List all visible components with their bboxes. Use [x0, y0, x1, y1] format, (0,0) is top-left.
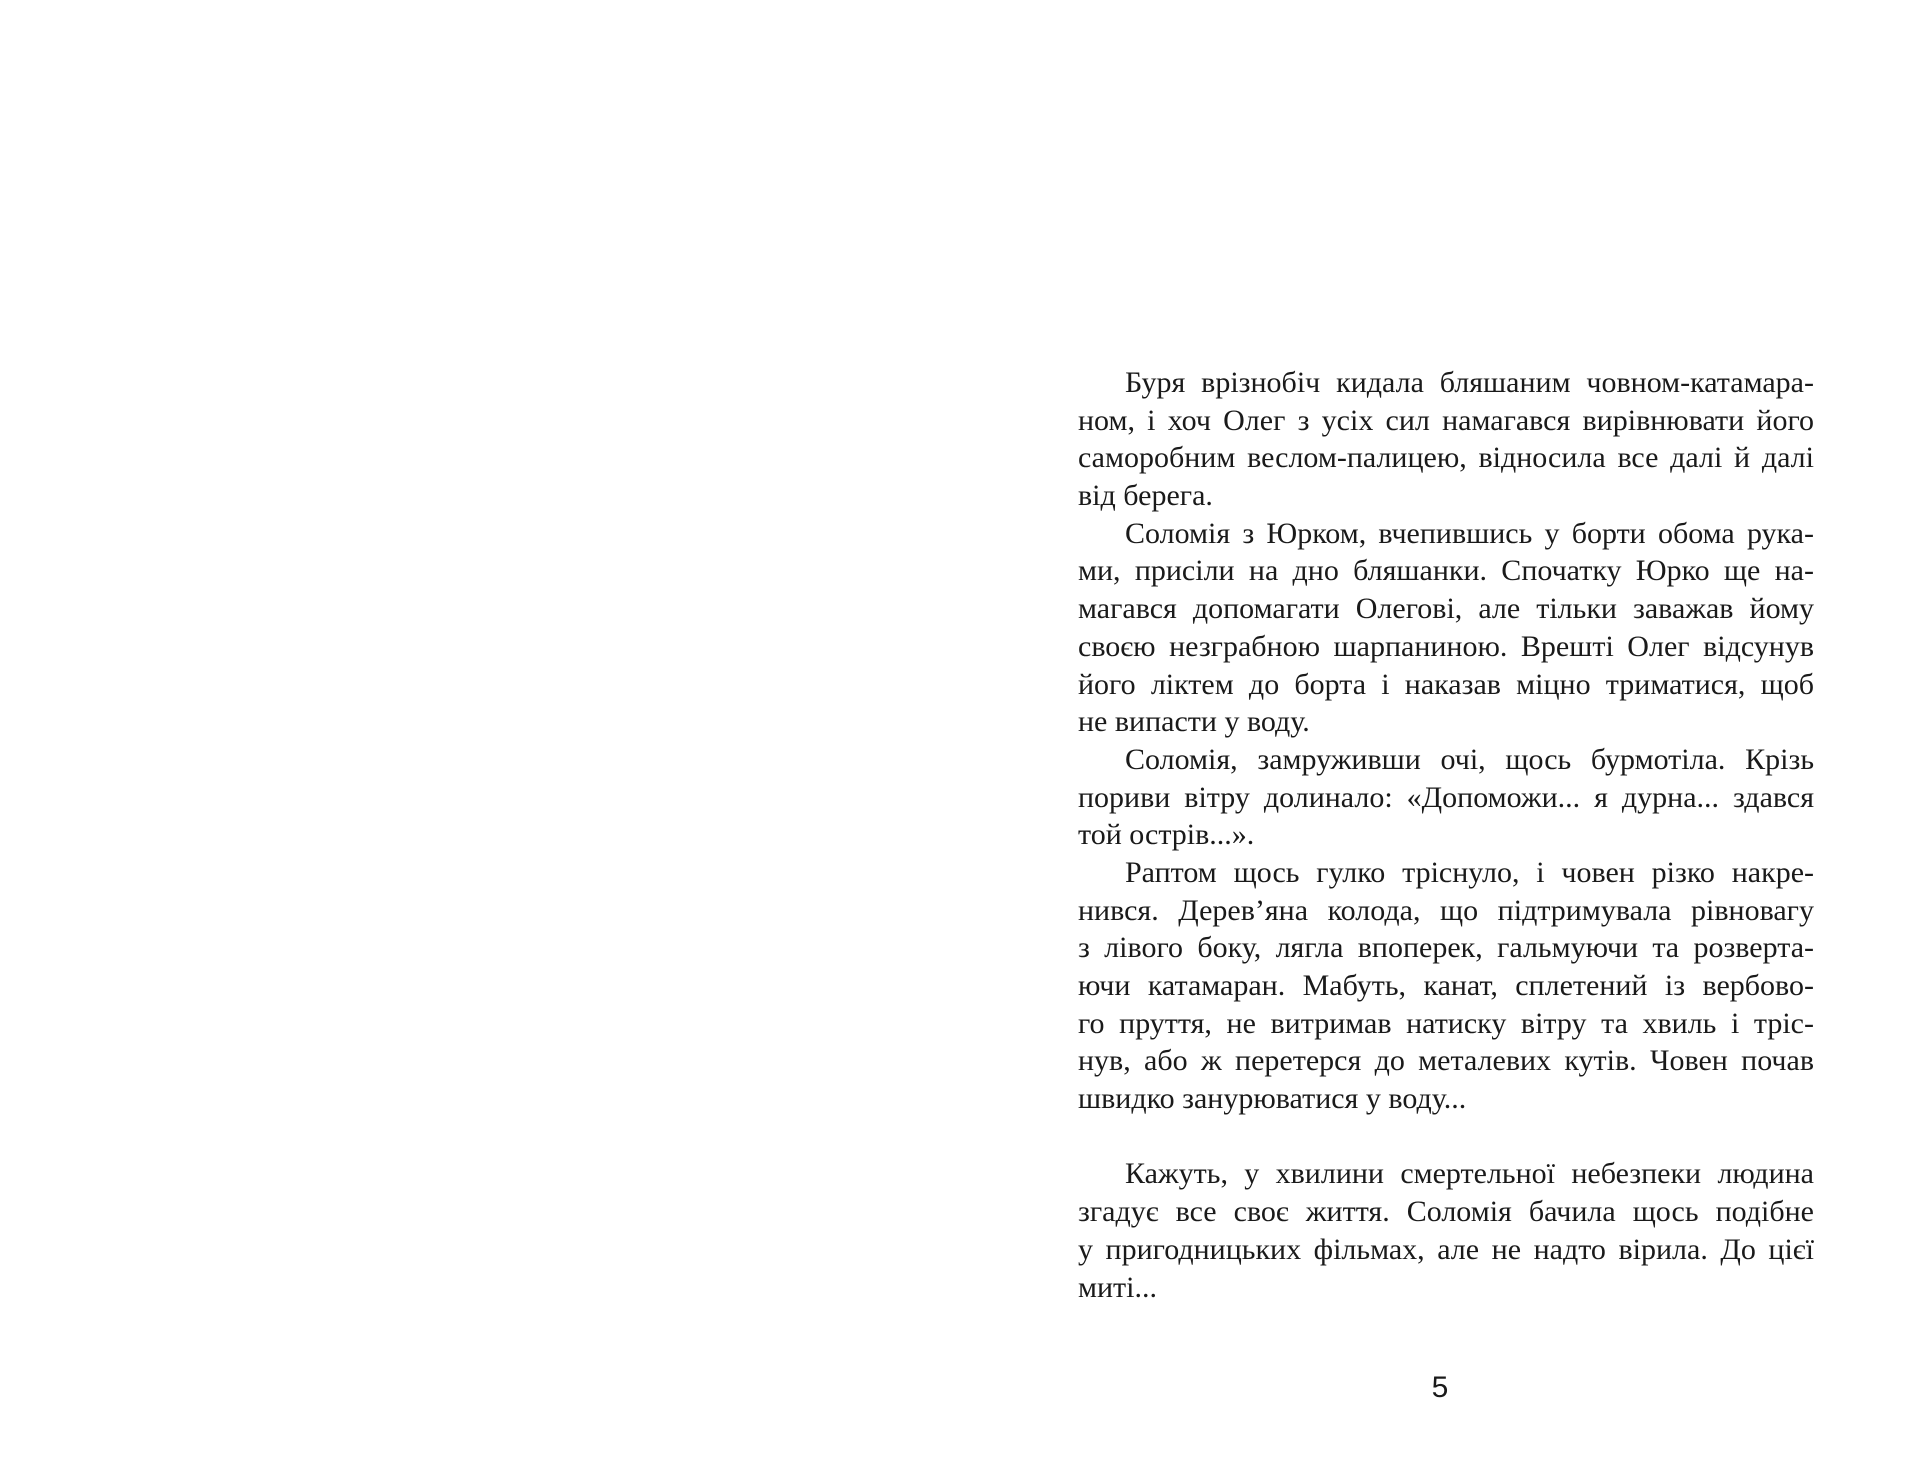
text-line: Буря врізнобіч кидала бляшаним човном-катамара- [1125, 366, 1814, 399]
text-line: швидко занурюватися у воду... [1078, 1082, 1467, 1116]
text-line: з лівого боку, лягла впоперек, гальмуючи та розверта- [1078, 931, 1814, 965]
text-line: згадує все своє життя. Соломія бачила щось подібне [1078, 1195, 1814, 1229]
paragraph [1078, 741, 1814, 854]
text-line: магався допомагати Олегові, але тільки заважав йому [1078, 592, 1814, 626]
text-line: не випасти у воду. [1078, 705, 1310, 739]
text-line: ючи катамаран. Мабуть, канат, сплетений із вербово- [1078, 969, 1814, 1002]
text-line: миті... [1078, 1270, 1157, 1304]
text-line: нув, або ж перетерся до металевих кутів. Човен почав [1078, 1044, 1814, 1078]
section-break [1078, 1118, 1814, 1156]
right-page-text [1078, 364, 1814, 1306]
text-line: його ліктем до борта і наказав міцно триматися, щоб [1078, 667, 1814, 701]
text-line: саморобним веслом-палицею, відносила все далі й далі [1078, 441, 1814, 475]
paragraph [1078, 854, 1814, 1118]
text-line: своєю незграбною шарпаниною. Врешті Олег відсунув [1078, 629, 1814, 663]
text-line: нився. Дерев’яна колода, що підтримувала рівновагу [1078, 893, 1814, 927]
text-line: Раптом щось гулко тріснуло, і човен різко накре- [1125, 855, 1814, 889]
text-line: ми, присіли на дно бляшанки. Спочатку Юрко ще на- [1078, 554, 1814, 588]
page-number: 5 [1431, 1371, 1449, 1404]
paragraph [1078, 364, 1814, 515]
text-line: го пруття, не витримав натиску вітру та хвиль і тріс- [1078, 1006, 1814, 1040]
text-line: у пригодницьких фільмах, але не надто вірила. До цієї [1078, 1232, 1814, 1266]
text-line: той острів...». [1078, 818, 1255, 852]
text-line: Кажуть, у хвилини смертельної небезпеки людина [1125, 1157, 1814, 1191]
text-line: Соломія з Юрком, вчепившись у борти обома рука- [1125, 516, 1814, 550]
text-line: пориви вітру долинало: «Допоможи... я дурна... здався [1078, 780, 1814, 814]
text-line: ном, і хоч Олег з усіх сил намагався вирівнювати його [1078, 403, 1814, 437]
text-line: Соломія, замруживши очі, щось бурмотіла. Крізь [1125, 742, 1814, 776]
paragraph [1078, 515, 1814, 741]
text-line: від берега. [1078, 479, 1213, 513]
paragraph [1078, 1155, 1814, 1306]
